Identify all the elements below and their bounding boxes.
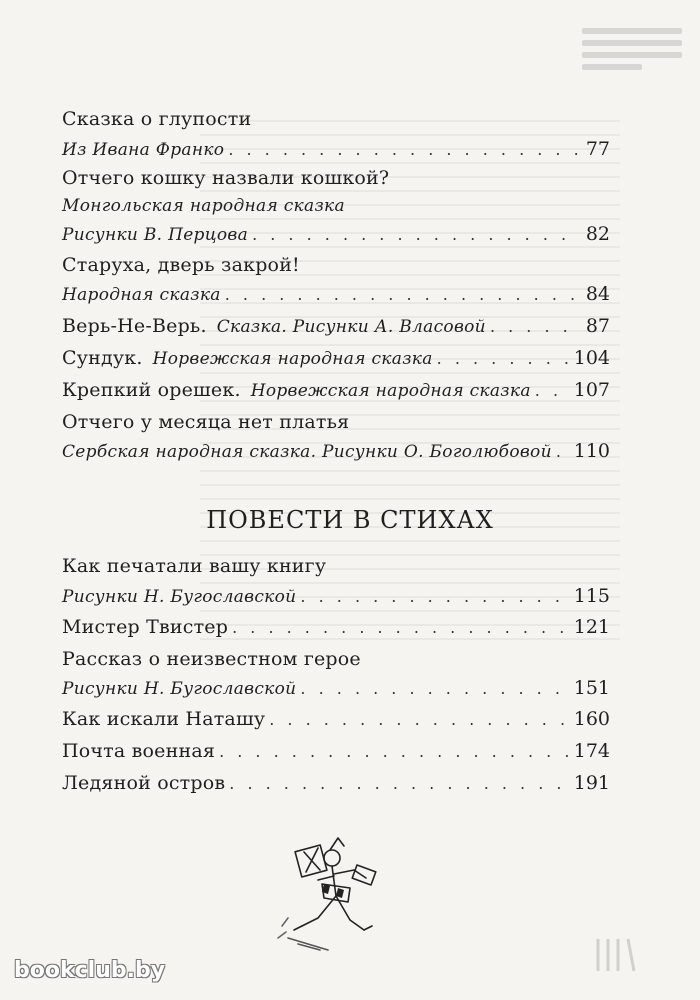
leader-dots — [228, 140, 578, 159]
toc-title: Сундук. — [62, 347, 143, 369]
toc-title: Сказка о глупости — [62, 108, 252, 130]
page-number: 160 — [573, 708, 610, 730]
toc-subtitle: Сербская народная сказка. Рисунки О. Боголюбовой — [62, 442, 552, 462]
leader-dots — [219, 742, 570, 761]
watermark-text: bookclub.by — [14, 958, 166, 983]
running-courier-illustration — [258, 818, 408, 968]
toc-entry[interactable] — [62, 379, 610, 401]
toc-title: Отчего кошку назвали кошкой? — [62, 167, 390, 189]
toc-title: Как искали Наташу — [62, 708, 266, 730]
toc-title-line — [62, 167, 610, 189]
page-number: 82 — [585, 223, 610, 245]
toc-title-line — [62, 555, 610, 577]
toc-entry[interactable] — [62, 740, 610, 762]
toc-subtitle-line — [62, 196, 610, 216]
page-number: 84 — [585, 283, 610, 305]
toc-title: Верь-Не-Верь. — [62, 315, 207, 337]
page-number: 174 — [573, 740, 610, 762]
toc-entry[interactable] — [62, 772, 610, 794]
toc-title: Старуха, дверь закрой! — [62, 254, 300, 276]
page-number: 87 — [585, 315, 610, 337]
toc-title: Ледяной остров — [62, 772, 226, 794]
bleed-through-mark — [592, 935, 640, 975]
page-number: 107 — [573, 379, 610, 401]
toc-title: Почта военная — [62, 740, 216, 762]
page-number: 104 — [573, 347, 610, 369]
leader-dots — [300, 679, 569, 698]
leader-dots — [252, 225, 578, 244]
toc-entry[interactable] — [62, 616, 610, 638]
page-number: 151 — [573, 677, 610, 699]
toc-entry[interactable] — [62, 347, 610, 369]
section-heading: ПОВЕСТИ В СТИХАХ — [206, 506, 494, 534]
toc-title-line — [62, 108, 610, 130]
leader-dots — [269, 710, 570, 729]
page-number: 121 — [573, 616, 610, 638]
toc-entry[interactable] — [62, 283, 610, 305]
toc-title: Отчего у месяца нет платья — [62, 411, 350, 433]
leader-dots — [535, 381, 570, 400]
page-number: 77 — [585, 138, 610, 160]
toc-title: Как печатали вашу книгу — [62, 555, 327, 577]
toc-subtitle: Норвежская народная сказка — [250, 381, 531, 401]
toc-subtitle: Рисунки Н. Бугославской — [62, 587, 297, 607]
toc-title-line — [62, 648, 610, 670]
toc-entry[interactable] — [62, 138, 610, 160]
toc-title: Мистер Твистер — [62, 616, 229, 638]
toc-entry[interactable] — [62, 223, 610, 245]
toc-entry[interactable] — [62, 677, 610, 699]
toc-subtitle: Рисунки Н. Бугославской — [62, 679, 297, 699]
toc-title: Рассказ о неизвестном герое — [62, 648, 361, 670]
toc-entry[interactable] — [62, 585, 610, 607]
toc-subtitle: Монгольская народная сказка — [62, 196, 345, 216]
leader-dots — [556, 442, 570, 461]
bleed-through-text — [582, 22, 682, 102]
page-number: 115 — [573, 585, 610, 607]
page-number: 191 — [573, 772, 610, 794]
leader-dots — [232, 618, 570, 637]
toc-entry[interactable] — [62, 440, 610, 462]
toc-title-line — [62, 411, 610, 433]
toc-subtitle: Норвежская народная сказка — [152, 349, 433, 369]
page-number: 110 — [573, 440, 610, 462]
toc-entry[interactable] — [62, 708, 610, 730]
leader-dots — [300, 587, 569, 606]
toc-title: Крепкий орешек. — [62, 379, 241, 401]
toc-subtitle: Сказка. Рисунки А. Власовой — [216, 317, 486, 337]
toc-title-line — [62, 254, 610, 276]
toc-subtitle: Из Ивана Франко — [62, 140, 225, 160]
toc-subtitle: Рисунки В. Перцова — [62, 225, 249, 245]
leader-dots — [490, 317, 578, 336]
leader-dots — [225, 285, 578, 304]
leader-dots — [437, 349, 570, 368]
toc-subtitle: Народная сказка — [62, 285, 221, 305]
leader-dots — [229, 774, 569, 793]
toc-entry[interactable] — [62, 315, 610, 337]
